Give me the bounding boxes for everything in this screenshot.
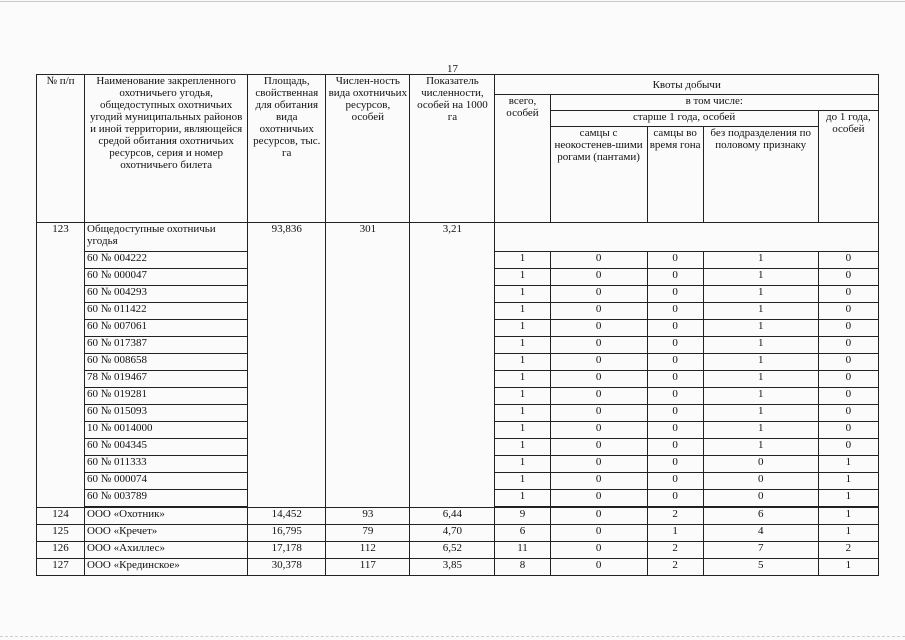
table-row xyxy=(37,508,879,525)
quota-velvet: 0 xyxy=(550,559,647,576)
ticket-number: 60 № 019281 xyxy=(85,388,248,405)
ticket-number: 60 № 008658 xyxy=(85,354,248,371)
quota-under1: 1 xyxy=(818,508,878,525)
quota-rut: 0 xyxy=(647,490,703,507)
row-name-123: Общедоступные охотничьи угодья xyxy=(85,223,248,252)
table-row xyxy=(37,542,879,559)
row-num: 124 xyxy=(37,508,85,525)
quota-nosex: 1 xyxy=(703,388,818,405)
quota-velvet: 0 xyxy=(550,405,647,422)
org-density: 4,70 xyxy=(410,525,495,542)
quota-velvet: 0 xyxy=(550,388,647,405)
quota-total: 1 xyxy=(495,473,550,490)
org-density: 3,85 xyxy=(410,559,495,576)
quota-velvet: 0 xyxy=(550,525,647,542)
org-name: ООО «Охотник» xyxy=(85,508,248,525)
row-quota-blank-123 xyxy=(495,223,879,252)
quota-total: 1 xyxy=(495,422,550,439)
quota-velvet: 0 xyxy=(550,320,647,337)
quota-rut: 0 xyxy=(647,269,703,286)
org-area: 17,178 xyxy=(248,542,326,559)
ticket-number: 60 № 000047 xyxy=(85,269,248,286)
quota-under1: 0 xyxy=(818,371,878,388)
quota-under1: 1 xyxy=(818,456,878,473)
ticket-number: 60 № 004222 xyxy=(85,252,248,269)
quota-total: 1 xyxy=(495,388,550,405)
org-area: 16,795 xyxy=(248,525,326,542)
quota-rut: 0 xyxy=(647,422,703,439)
quota-under1: 2 xyxy=(818,542,878,559)
quota-velvet: 0 xyxy=(550,303,647,320)
ticket-number: 60 № 007061 xyxy=(85,320,248,337)
org-area: 30,378 xyxy=(248,559,326,576)
header-males-rut: самцы во время гона xyxy=(647,127,703,223)
quota-nosex: 1 xyxy=(703,286,818,303)
quota-nosex: 1 xyxy=(703,439,818,456)
ticket-number: 60 № 000074 xyxy=(85,473,248,490)
quota-rut: 2 xyxy=(647,559,703,576)
row-num: 125 xyxy=(37,525,85,542)
quota-under1: 0 xyxy=(818,286,878,303)
quota-velvet: 0 xyxy=(550,490,647,507)
quota-rut: 0 xyxy=(647,320,703,337)
header-incl: в том числе: xyxy=(550,95,878,111)
page-number: 17 xyxy=(447,63,458,75)
quota-velvet: 0 xyxy=(550,456,647,473)
quota-total: 1 xyxy=(495,354,550,371)
quota-under1: 0 xyxy=(818,422,878,439)
quota-under1: 0 xyxy=(818,252,878,269)
org-count: 93 xyxy=(326,508,410,525)
quota-rut: 0 xyxy=(647,456,703,473)
quota-nosex: 1 xyxy=(703,252,818,269)
quota-nosex: 1 xyxy=(703,320,818,337)
row-num: 126 xyxy=(37,542,85,559)
quota-under1: 0 xyxy=(818,439,878,456)
quota-rut: 0 xyxy=(647,388,703,405)
org-count: 117 xyxy=(326,559,410,576)
quota-total: 1 xyxy=(495,456,550,473)
quota-under1: 1 xyxy=(818,525,878,542)
bottom-scan-edge xyxy=(0,636,905,637)
row-count-123: 301 xyxy=(326,223,410,508)
row-num-123: 123 xyxy=(37,223,85,508)
quota-rut: 2 xyxy=(647,542,703,559)
org-name: ООО «Кречет» xyxy=(85,525,248,542)
quota-rut: 0 xyxy=(647,371,703,388)
quota-rut: 0 xyxy=(647,252,703,269)
table-row xyxy=(37,525,879,542)
quota-total: 1 xyxy=(495,337,550,354)
quota-nosex: 1 xyxy=(703,405,818,422)
header-area: Площадь, свойственная для обитания вида охотничьих ресурсов, тыс. га xyxy=(248,75,326,223)
quota-under1: 1 xyxy=(818,473,878,490)
header-under1: до 1 года, особей xyxy=(818,111,878,223)
table-row xyxy=(37,559,879,576)
header-no-sex: без подразделения по половому признаку xyxy=(703,127,818,223)
quota-total: 9 xyxy=(495,508,550,525)
quota-nosex: 1 xyxy=(703,269,818,286)
org-count: 112 xyxy=(326,542,410,559)
quota-total: 11 xyxy=(495,542,550,559)
row-area-123: 93,836 xyxy=(248,223,326,508)
header-males-velvet: самцы с неокостенев-шими рогами (пантами) xyxy=(550,127,647,223)
quota-velvet: 0 xyxy=(550,337,647,354)
ticket-number: 60 № 017387 xyxy=(85,337,248,354)
quota-total: 1 xyxy=(495,303,550,320)
header-total: всего, особей xyxy=(495,95,550,223)
quota-rut: 0 xyxy=(647,303,703,320)
quota-total: 6 xyxy=(495,525,550,542)
header-num: № п/п xyxy=(37,75,85,223)
header-count: Числен-ность вида охотничьих ресурсов, особей xyxy=(326,75,410,223)
ticket-number: 60 № 003789 xyxy=(85,490,248,507)
quota-total: 1 xyxy=(495,269,550,286)
quota-nosex: 0 xyxy=(703,490,818,507)
quota-velvet: 0 xyxy=(550,473,647,490)
quota-under1: 0 xyxy=(818,337,878,354)
quota-under1: 1 xyxy=(818,490,878,507)
quota-total: 1 xyxy=(495,439,550,456)
org-area: 14,452 xyxy=(248,508,326,525)
ticket-number: 10 № 0014000 xyxy=(85,422,248,439)
quota-velvet: 0 xyxy=(550,354,647,371)
org-density: 6,52 xyxy=(410,542,495,559)
quota-rut: 2 xyxy=(647,508,703,525)
quota-table xyxy=(36,74,879,576)
row-num: 127 xyxy=(37,559,85,576)
quota-under1: 0 xyxy=(818,354,878,371)
row-density-123: 3,21 xyxy=(410,223,495,508)
quota-under1: 0 xyxy=(818,320,878,337)
quota-under1: 1 xyxy=(818,559,878,576)
quota-nosex: 0 xyxy=(703,456,818,473)
quota-nosex: 1 xyxy=(703,371,818,388)
quota-velvet: 0 xyxy=(550,252,647,269)
quota-total: 1 xyxy=(495,286,550,303)
ticket-number: 60 № 015093 xyxy=(85,405,248,422)
quota-total: 8 xyxy=(495,559,550,576)
quota-nosex: 1 xyxy=(703,422,818,439)
quota-rut: 0 xyxy=(647,439,703,456)
org-name: ООО «Ахиллес» xyxy=(85,542,248,559)
quota-nosex: 6 xyxy=(703,508,818,525)
quota-velvet: 0 xyxy=(550,422,647,439)
ticket-number: 60 № 004293 xyxy=(85,286,248,303)
quota-velvet: 0 xyxy=(550,542,647,559)
quota-velvet: 0 xyxy=(550,371,647,388)
table-row xyxy=(37,223,879,252)
quota-under1: 0 xyxy=(818,388,878,405)
ticket-number: 60 № 011422 xyxy=(85,303,248,320)
quota-total: 1 xyxy=(495,405,550,422)
org-count: 79 xyxy=(326,525,410,542)
quota-nosex: 1 xyxy=(703,337,818,354)
header-density: Показатель численности, особей на 1000 га xyxy=(410,75,495,223)
quota-rut: 0 xyxy=(647,337,703,354)
quota-rut: 0 xyxy=(647,473,703,490)
quota-total: 1 xyxy=(495,252,550,269)
quota-nosex: 4 xyxy=(703,525,818,542)
quota-total: 1 xyxy=(495,371,550,388)
quota-total: 1 xyxy=(495,490,550,507)
quota-velvet: 0 xyxy=(550,439,647,456)
quota-velvet: 0 xyxy=(550,508,647,525)
quota-rut: 0 xyxy=(647,354,703,371)
header-older: старше 1 года, особей xyxy=(550,111,818,127)
ticket-number: 60 № 004345 xyxy=(85,439,248,456)
quota-total: 1 xyxy=(495,320,550,337)
ticket-number: 78 № 019467 xyxy=(85,371,248,388)
top-scan-edge xyxy=(0,1,905,2)
header-quota: Квоты добычи xyxy=(495,75,879,95)
quota-nosex: 1 xyxy=(703,303,818,320)
quota-rut: 0 xyxy=(647,405,703,422)
quota-nosex: 7 xyxy=(703,542,818,559)
quota-under1: 0 xyxy=(818,303,878,320)
quota-velvet: 0 xyxy=(550,286,647,303)
table-body xyxy=(37,223,879,576)
ticket-number: 60 № 011333 xyxy=(85,456,248,473)
quota-under1: 0 xyxy=(818,269,878,286)
quota-rut: 1 xyxy=(647,525,703,542)
header-name: Наименование закрепленного охотничьего угодья, общедоступных охотничьих угодий муниципальных районов и иной территории, являющейся средой обитания охотничьих ресурсов, серия и номер охотничьего билета xyxy=(85,75,248,223)
org-density: 6,44 xyxy=(410,508,495,525)
quota-velvet: 0 xyxy=(550,269,647,286)
quota-nosex: 1 xyxy=(703,354,818,371)
quota-rut: 0 xyxy=(647,286,703,303)
org-name: ООО «Крединское» xyxy=(85,559,248,576)
quota-nosex: 0 xyxy=(703,473,818,490)
quota-nosex: 5 xyxy=(703,559,818,576)
quota-under1: 0 xyxy=(818,405,878,422)
